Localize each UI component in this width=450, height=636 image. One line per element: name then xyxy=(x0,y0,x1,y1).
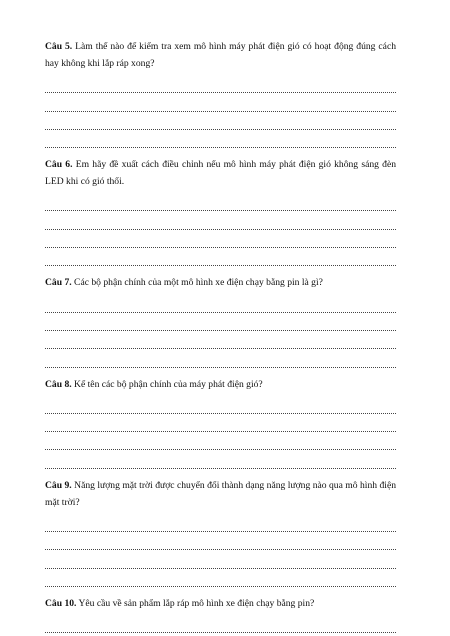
answer-line[interactable] xyxy=(45,432,396,450)
question-8 xyxy=(45,376,396,469)
answer-lines xyxy=(45,75,396,148)
question-text xyxy=(45,595,396,612)
question-label: Câu 9. xyxy=(45,479,72,491)
answer-line[interactable] xyxy=(45,211,396,229)
question-label: Câu 7. xyxy=(45,277,72,289)
answer-line[interactable] xyxy=(45,514,396,532)
answer-line[interactable] xyxy=(45,112,396,130)
answer-line[interactable] xyxy=(45,193,396,211)
answer-line[interactable] xyxy=(45,313,396,331)
question-label: Câu 10. xyxy=(45,597,77,609)
answer-line[interactable] xyxy=(45,294,396,312)
question-label: Câu 5. xyxy=(45,41,73,52)
question-text xyxy=(45,477,396,511)
answer-line[interactable] xyxy=(45,532,396,550)
question-body: Yêu cầu về sản phẩm lắp ráp mô hình xe điện chạy bằng pin? xyxy=(76,597,315,609)
answer-lines xyxy=(45,514,396,587)
answer-line[interactable] xyxy=(45,615,396,633)
answer-line[interactable] xyxy=(45,414,396,432)
question-5 xyxy=(45,38,396,148)
question-text xyxy=(45,38,396,72)
question-body: Kể tên các bộ phận chính của máy phát điện gió? xyxy=(71,378,263,390)
answer-line[interactable] xyxy=(45,130,396,148)
question-10 xyxy=(45,595,396,633)
answer-line[interactable] xyxy=(45,450,396,468)
question-body: Năng lượng mặt trời được chuyển đổi thành dạng năng lượng nào qua mô hình điện mặt trời? xyxy=(45,479,396,508)
answer-line[interactable] xyxy=(45,93,396,111)
question-7 xyxy=(45,274,396,367)
question-text xyxy=(45,274,396,291)
question-body: Em hãy đề xuất cách điều chỉnh nếu mô hình máy phát điện gió không sáng đèn LED khi có gió thổi. xyxy=(45,159,397,188)
answer-line[interactable] xyxy=(45,396,396,414)
answer-lines xyxy=(45,294,396,367)
question-text xyxy=(45,156,396,190)
answer-lines xyxy=(45,193,396,266)
question-label: Câu 6. xyxy=(45,159,73,171)
answer-line[interactable] xyxy=(45,550,396,568)
question-body: Các bộ phận chính của một mô hình xe điện chạy bằng pin là gì? xyxy=(71,277,323,289)
answer-line[interactable] xyxy=(45,569,396,587)
answer-line[interactable] xyxy=(45,331,396,349)
question-label: Câu 8. xyxy=(45,378,72,390)
question-text xyxy=(45,376,396,393)
answer-lines xyxy=(45,615,396,633)
question-6 xyxy=(45,156,396,266)
answer-line[interactable] xyxy=(45,248,396,266)
answer-lines xyxy=(45,396,396,469)
answer-line[interactable] xyxy=(45,349,396,367)
answer-line[interactable] xyxy=(45,230,396,248)
question-9 xyxy=(45,477,396,587)
question-body: Làm thế nào để kiểm tra xem mô hình máy phát điện gió có hoạt động đúng cách hay không khi lắp ráp xong? xyxy=(45,41,396,69)
answer-line[interactable] xyxy=(45,75,396,93)
